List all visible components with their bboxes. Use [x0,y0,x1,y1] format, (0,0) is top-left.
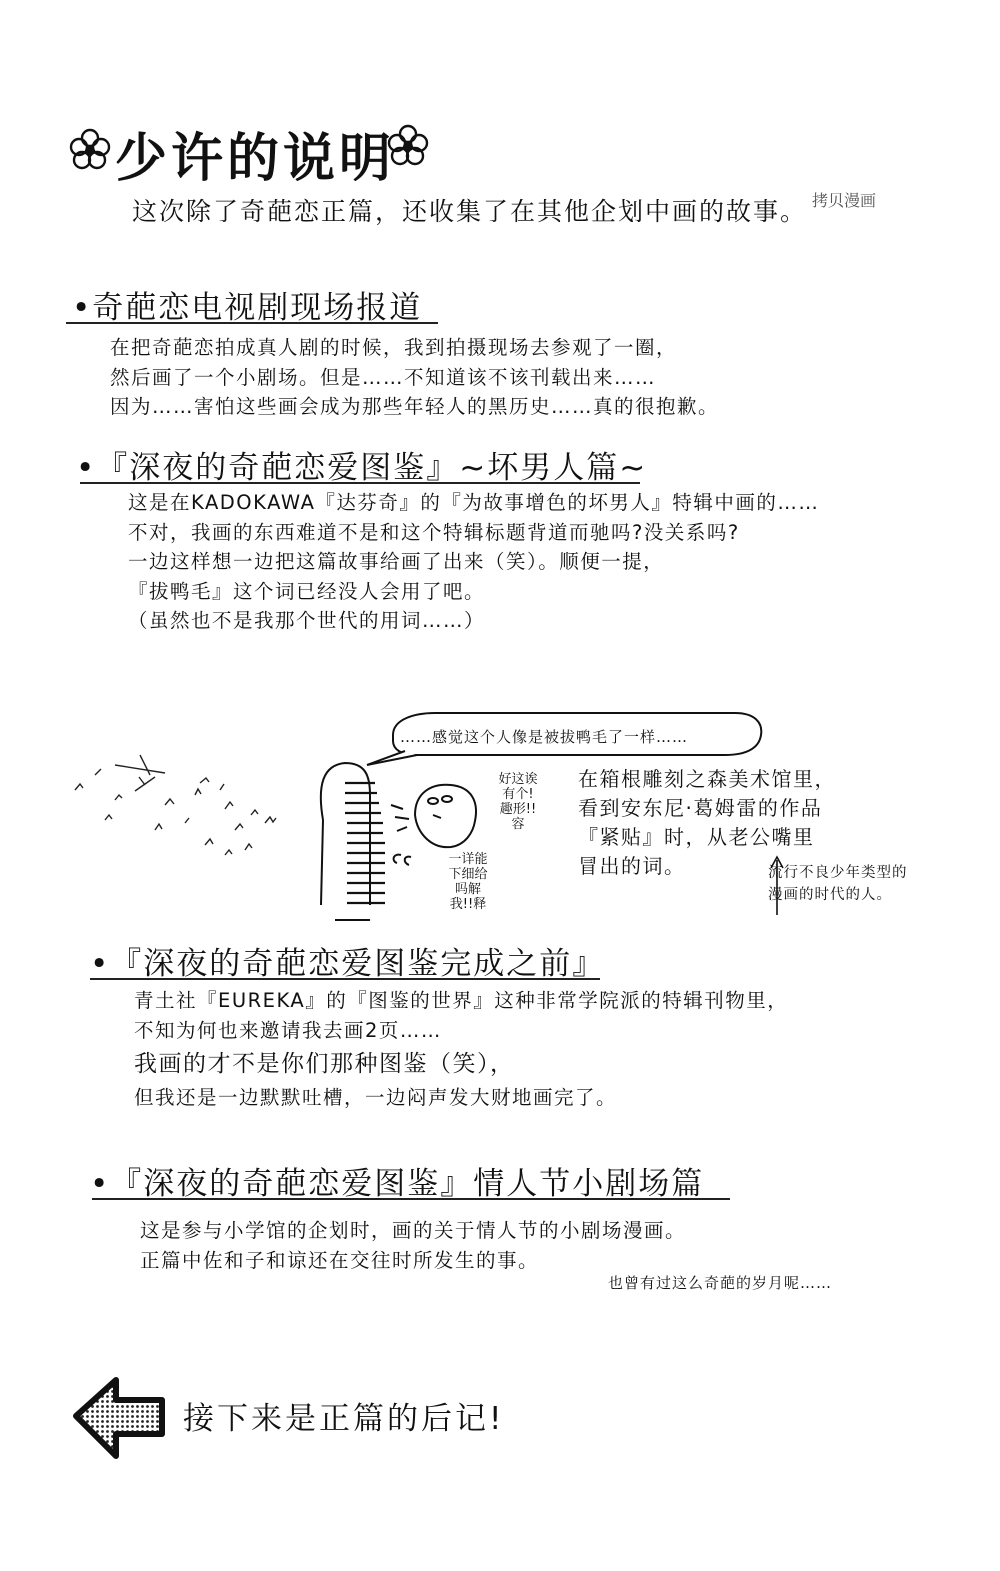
arrow-left-icon [70,1374,170,1464]
flower-icon-left [68,128,112,172]
vertical-note-1: 好这诶有个!趣形!!容 [498,772,538,832]
page-title: 少许的说明 [115,129,396,189]
intro-text: 这次除了奇葩恋正篇，还收集了在其他企划中画的故事。 [132,197,808,226]
next-page-text: 接下来是正篇的后记! [183,1401,505,1437]
section-heading-3: •『深夜的奇葩恋爱图鉴完成之前』 [90,946,606,982]
text-line: 因为……害怕这些画会成为那些年轻人的黑历史……真的很抱歉。 [110,395,720,418]
section-body-2 [128,488,819,636]
text-line: （虽然也不是我那个世代的用词……） [128,609,486,632]
section-heading-1: •奇葩恋电视剧现场报道 [72,290,423,326]
emphasis-line: 我画的才不是你们那种图鉴（笑）， [134,1051,515,1077]
text-line: 不对，我画的东西难道不是和这个特辑标题背道而驰吗?没关系吗? [128,520,740,544]
section-body-4 [140,1216,686,1275]
text-line: 一边这样想一边把这篇故事给画了出来（笑）。顺便一提， [128,550,665,573]
text-line: 在箱根雕刻之森美术馆里， [578,767,836,791]
text-line: 『拔鸭毛』这个词已经没人会用了吧。 [128,579,486,603]
text-line: 在把奇葩恋拍成真人剧的时候，我到拍摄现场去参观了一圈， [110,336,678,359]
section-underline-1 [66,322,438,324]
text-line: 青土社『EUREKA』的『图鉴的世界』这种非常学院派的特辑刊物里， [134,989,789,1012]
section-underline-3 [90,978,600,980]
text-line: 『紧贴』时，从老公嘴里 [578,825,815,849]
section-underline-2 [80,482,640,484]
section-body-1 [110,333,719,422]
text-line: 正篇中佐和子和谅还在交往时所发生的事。 [140,1248,540,1272]
text-line: 流行不良少年类型的 [768,865,908,881]
text-line: 这是在KADOKAWA『达芬奇』的『为故事增色的坏男人』特辑中画的…… [128,491,820,514]
text-line: 但我还是一边默默吐槽，一边闷声发大财地画完了。 [134,1086,618,1109]
text-line: 不知为何也来邀请我去画2页…… [134,1018,442,1042]
side-note [768,862,908,906]
section-underline-4 [92,1198,730,1200]
text-line: 这是参与小学馆的企划时，画的关于情人节的小剧场漫画。 [140,1219,687,1242]
flower-icon-right [386,124,430,168]
aside-note: 也曾有过这么奇葩的岁月呢…… [608,1274,833,1292]
speech-bubble-text: ……感觉这个人像是被拔鸭毛了一样…… [400,728,689,746]
section-heading-2: •『深夜的奇葩恋爱图鉴』~坏男人篇~ [76,450,648,486]
text-line: 看到安东尼·葛姆雷的作品 [578,796,823,820]
text-line: 然后画了一个小剧场。但是……不知道该不该刊载出来…… [110,365,657,389]
text-line: 冒出的词。 [578,854,686,878]
section-heading-4: •『深夜的奇葩恋爱图鉴』情人节小剧场篇 [90,1166,705,1202]
watermark: 拷贝漫画 [812,191,877,210]
vertical-note-2: 一详能下细给吗解我!!释 [448,852,488,912]
section-body-3 [134,986,788,1113]
text-line: 漫画的时代的人。 [768,887,892,903]
